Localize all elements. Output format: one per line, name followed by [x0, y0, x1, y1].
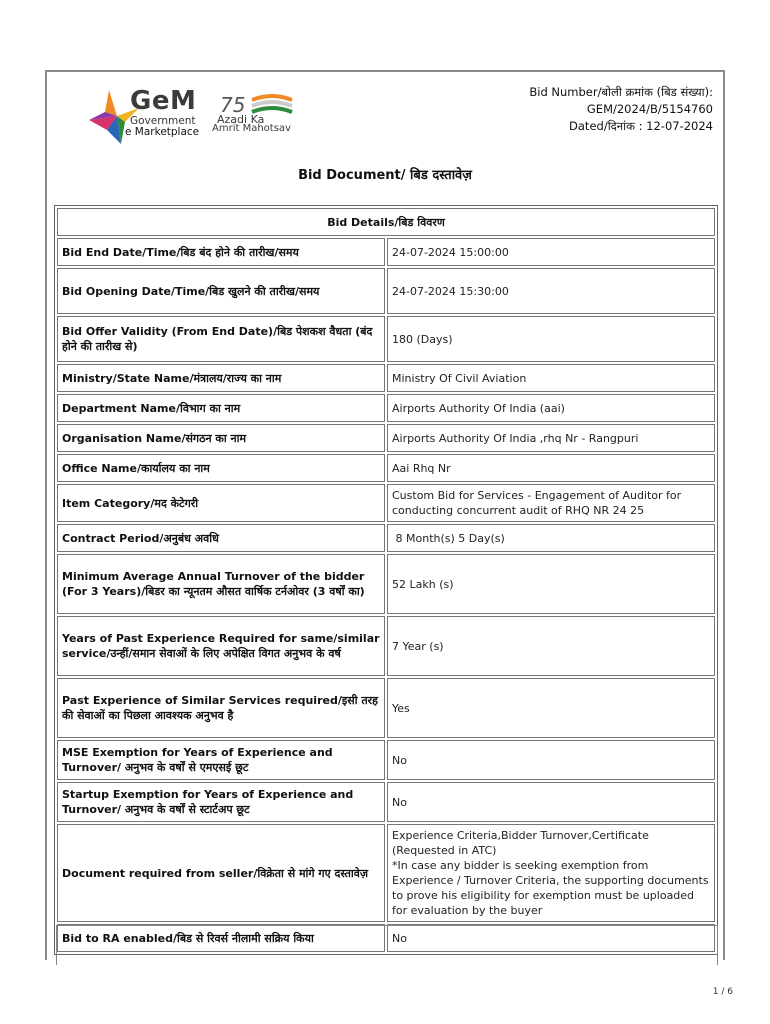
row-label: Minimum Average Annual Turnover of the bidder (For 3 Years)/बिडर का न्यूनतम औसत वार्षिक टर्नओवर (3 वर्षों का)	[57, 554, 385, 614]
table-row	[57, 424, 715, 452]
row-label: Bid End Date/Time/बिड बंद होने की तारीख/समय	[57, 238, 385, 266]
row-value: 180 (Days)	[387, 316, 715, 362]
row-value: Custom Bid for Services - Engagement of Auditor for conducting concurrent audit of RHQ NR 24 25	[387, 484, 715, 522]
gem-subtitle-line1: Government	[130, 115, 196, 127]
row-label: Past Experience of Similar Services required/इसी तरह की सेवाओं का पिछला आवश्यक अनुभव है	[57, 678, 385, 738]
azadi-text-line1: Azadi Ka	[217, 113, 265, 126]
bid-details-table	[54, 205, 718, 955]
row-label: Ministry/State Name/मंत्रालय/राज्य का नाम	[57, 364, 385, 392]
row-label: Years of Past Experience Required for same/similar service/उन्हीं/समान सेवाओं के लिए अपेक्षित विगत अनुभव के वर्ष	[57, 616, 385, 676]
row-value: 24-07-2024 15:30:00	[387, 268, 715, 314]
row-label: Bid Opening Date/Time/बिड खुलने की तारीख/समय	[57, 268, 385, 314]
row-label: Organisation Name/संगठन का नाम	[57, 424, 385, 452]
row-value: Yes	[387, 678, 715, 738]
row-label: Startup Exemption for Years of Experience and Turnover/ अनुभव के वर्षों से स्टार्टअप छूट	[57, 782, 385, 822]
table-row	[57, 554, 715, 614]
row-label: Bid Offer Validity (From End Date)/बिड पेशकश वैधता (बंद होने की तारीख से)	[57, 316, 385, 362]
row-label: Document required from seller/विक्रेता से मांगे गए दस्तावेज़	[57, 824, 385, 922]
row-label: Department Name/विभाग का नाम	[57, 394, 385, 422]
row-label: Office Name/कार्यालय का नाम	[57, 454, 385, 482]
row-value: No	[387, 740, 715, 780]
row-value: No	[387, 924, 715, 952]
next-section-box	[56, 925, 718, 965]
row-value: Airports Authority Of India ,rhq Nr - Rangpuri	[387, 424, 715, 452]
table-row	[57, 740, 715, 780]
table-row	[57, 364, 715, 392]
page-number: 1 / 6	[712, 987, 733, 997]
gem-subtitle-line2: e Marketplace	[125, 126, 200, 138]
azadi-text-line2: Amrit Mahotsav	[212, 123, 291, 134]
table-heading: Bid Details/बिड विवरण	[57, 208, 715, 236]
table-row	[57, 824, 715, 922]
row-value: 8 Month(s) 5 Day(s)	[387, 524, 715, 552]
row-value: Ministry Of Civil Aviation	[387, 364, 715, 392]
row-value: 52 Lakh (s)	[387, 554, 715, 614]
row-value: 7 Year (s)	[387, 616, 715, 676]
bid-number-label: Bid Number/बोली क्रमांक (बिड संख्या):	[529, 85, 713, 99]
table-row	[57, 484, 715, 522]
table-row	[57, 678, 715, 738]
table-row	[57, 454, 715, 482]
table-row	[57, 616, 715, 676]
document-page	[45, 70, 725, 960]
row-label: Item Category/मद केटेगरी	[57, 484, 385, 522]
table-header-row	[57, 208, 715, 236]
row-value: Aai Rhq Nr	[387, 454, 715, 482]
document-title: Bid Document/ बिड दस्तावेज़	[298, 168, 472, 183]
row-label: MSE Exemption for Years of Experience and Turnover/ अनुभव के वर्षों से एमएसई छूट	[57, 740, 385, 780]
svg-text:75: 75	[220, 93, 246, 117]
row-value: Airports Authority Of India (aai)	[387, 394, 715, 422]
row-label: Contract Period/अनुबंध अवधि	[57, 524, 385, 552]
row-value: No	[387, 782, 715, 822]
dated-text: Dated/दिनांक : 12-07-2024	[569, 119, 713, 133]
row-value: Experience Criteria,Bidder Turnover,Certificate (Requested in ATC) *In case any bidder is seeking exemption from Experience / Turnover Criteria, the supporting documents to prove his eligibility for exemption must be uploaded for evaluation by the buyer	[387, 824, 715, 922]
table-row	[57, 316, 715, 362]
row-label: Bid to RA enabled/बिड से रिवर्स नीलामी सक्रिय किया	[57, 924, 385, 952]
bid-number-block	[529, 84, 713, 135]
table-row	[57, 394, 715, 422]
table-row	[57, 268, 715, 314]
table-row	[57, 524, 715, 552]
table-row	[57, 238, 715, 266]
bid-number-value: GEM/2024/B/5154760	[586, 102, 713, 116]
gem-wordmark: GeM	[130, 86, 197, 116]
table-row	[57, 782, 715, 822]
row-value: 24-07-2024 15:00:00	[387, 238, 715, 266]
